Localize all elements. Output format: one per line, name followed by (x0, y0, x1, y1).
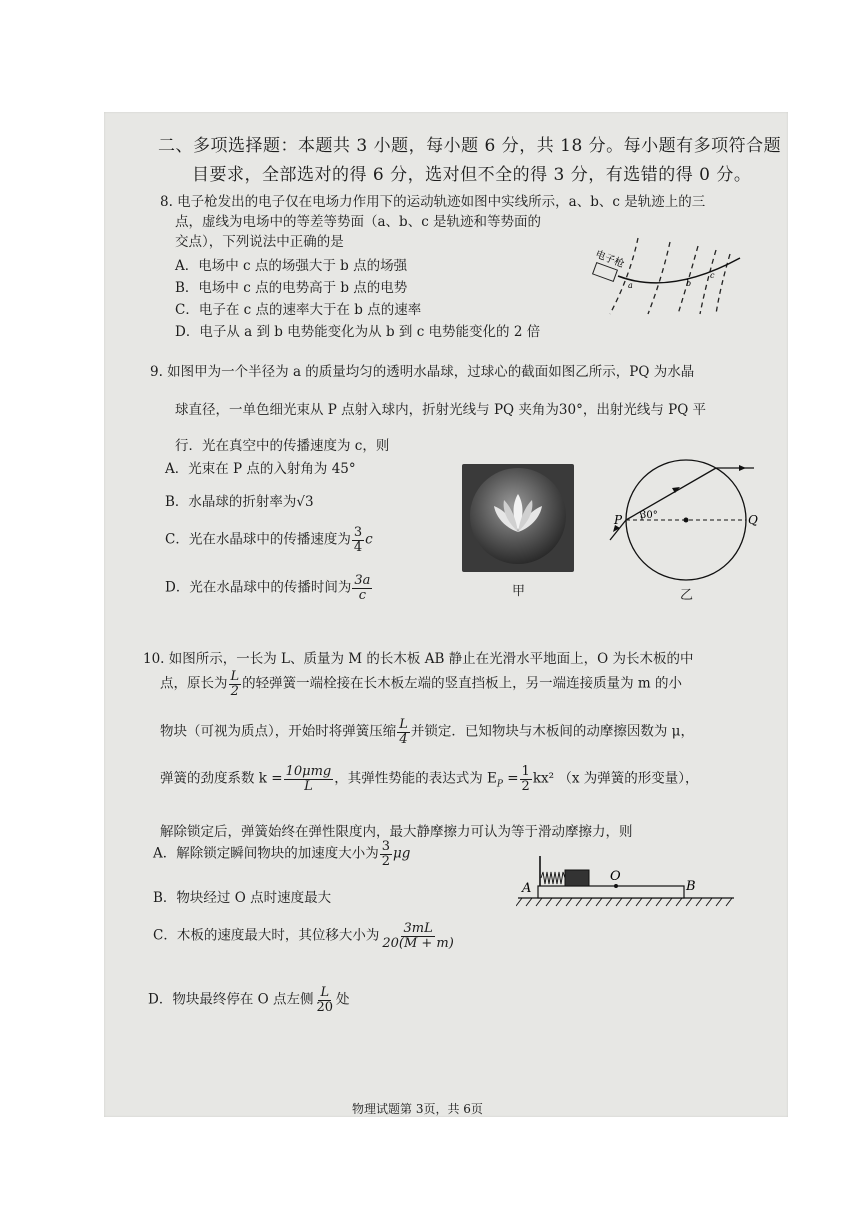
q9-option-b: B．水晶球的折射率为√3 (165, 494, 314, 510)
q10-board-diagram (516, 852, 736, 912)
q10-option-b: B．物块经过 O 点时速度最大 (153, 890, 332, 906)
q9-line1: 9. 如图甲为一个半径为 a 的质量均匀的透明水晶球，过球心的截面如图乙所示，PQ 为水晶 (150, 364, 695, 380)
q9-refraction-diagram (606, 458, 766, 588)
q10-line5: 解除锁定后，弹簧始终在弹性限度内，最大静摩擦力可认为等于滑动摩擦力，则 (160, 824, 633, 840)
q10-line2: 点，原长为 $\frac{L}{2}$ 的轻弹簧一端栓接在长木板左端的竖直挡板上，另一端连接质量为 m 的小 (160, 669, 683, 699)
q8-line2: 点，虚线为电场中的等差等势面（a、b、c 是轨迹和等势面的 (175, 214, 542, 230)
q8-label-a: a (628, 281, 633, 290)
q8-line3: 交点），下列说法中正确的是 (175, 234, 344, 250)
q10-line3: 物块（可视为质点），开始时将弹簧压缩 $\frac{L}{4}$ 并锁定．已知物块与木板间的动摩擦因数为 μ， (160, 717, 694, 747)
q9-label-angle: 30° (640, 510, 658, 521)
q9-line3: 行．光在真空中的传播速度为 c，则 (175, 438, 390, 454)
section-title-line2: 目要求，全部选对的得 6 分，选对但不全的得 3 分，有选错的得 0 分。 (192, 165, 752, 185)
q10-label-B: B (686, 879, 696, 894)
q8-line1: 8. 电子枪发出的电子仅在电场力作用下的运动轨迹如图中实线所示，a、b、c 是轨迹上的三 (160, 194, 706, 210)
q8-option-d: D．电子从 a 到 b 电势能变化为从 b 到 c 电势能变化的 2 倍 (175, 324, 541, 340)
q10-line1: 10. 如图所示，一长为 L、质量为 M 的长木板 AB 静止在光滑水平地面上，O 为长木板的中 (143, 651, 694, 667)
q10-option-d: D．物块最终停在 O 点左侧 $\frac{L}{20}$ 处 (148, 985, 350, 1015)
q9-option-d: D．光在水晶球中的传播时间为 $\frac{3a}{c}$ (165, 573, 371, 603)
q9-crystal-ball-photo (462, 464, 574, 572)
q8-option-b: B．电场中 c 点的电势高于 b 点的电势 (175, 280, 408, 296)
q9-label-Q: Q (748, 513, 758, 527)
q9-sqrt-value: √3 (296, 494, 314, 510)
q9-label-P: P (614, 513, 623, 527)
q9-option-a: A．光束在 P 点的入射角为 45° (165, 461, 356, 477)
q9-fig-label-yi: 乙 (680, 588, 694, 603)
q8-label-c: c (710, 271, 715, 280)
page-footer: 物理试题第 3页，共 6页 (352, 1102, 483, 1116)
q8-label-gun: 电子枪 (593, 248, 626, 271)
q10-line4: 弹簧的劲度系数 k = $\frac{\text{10μmg}}{L}$ ，其弹性势能的表达式为 $E_P$ = $\frac{1}{2}$ kx² （x 为弹簧的形变量）， (160, 764, 699, 794)
q8-option-c: C．电子在 c 点的速率大于在 b 点的速率 (175, 302, 422, 318)
q8-label-b: b (686, 279, 692, 288)
q9-d-fraction: $\frac{3a}{c}$ (354, 573, 371, 603)
lotus-icon (488, 492, 548, 536)
q10-label-A: A (522, 881, 532, 896)
q8-field-figure (590, 236, 760, 316)
q10-option-a: A．解除锁定瞬间物块的加速度大小为 $\frac{3}{2}$ μg (153, 839, 411, 869)
q8-option-a: A．电场中 c 点的场强大于 b 点的场强 (175, 258, 408, 274)
q9-c-fraction: $\frac{3}{4}$ (353, 525, 363, 555)
q10-option-c: C．木板的速度最大时，其位移大小为 $\frac{3mL}{20(M + m)}$ (153, 921, 454, 951)
q9-line2: 球直径，一单色细光束从 P 点射入球内，折射光线与 PQ 夹角为30°，出射光线与 PQ 平 (175, 402, 707, 418)
q9-option-c: C．光在水晶球中的传播速度为 $\frac{3}{4}$ c (165, 525, 373, 555)
section-title-line1: 二、多项选择题：本题共 3 小题，每小题 6 分，共 18 分。每小题有多项符合题 (158, 136, 782, 156)
q9-fig-label-jia: 甲 (512, 584, 526, 599)
q10-label-O: O (610, 869, 621, 884)
